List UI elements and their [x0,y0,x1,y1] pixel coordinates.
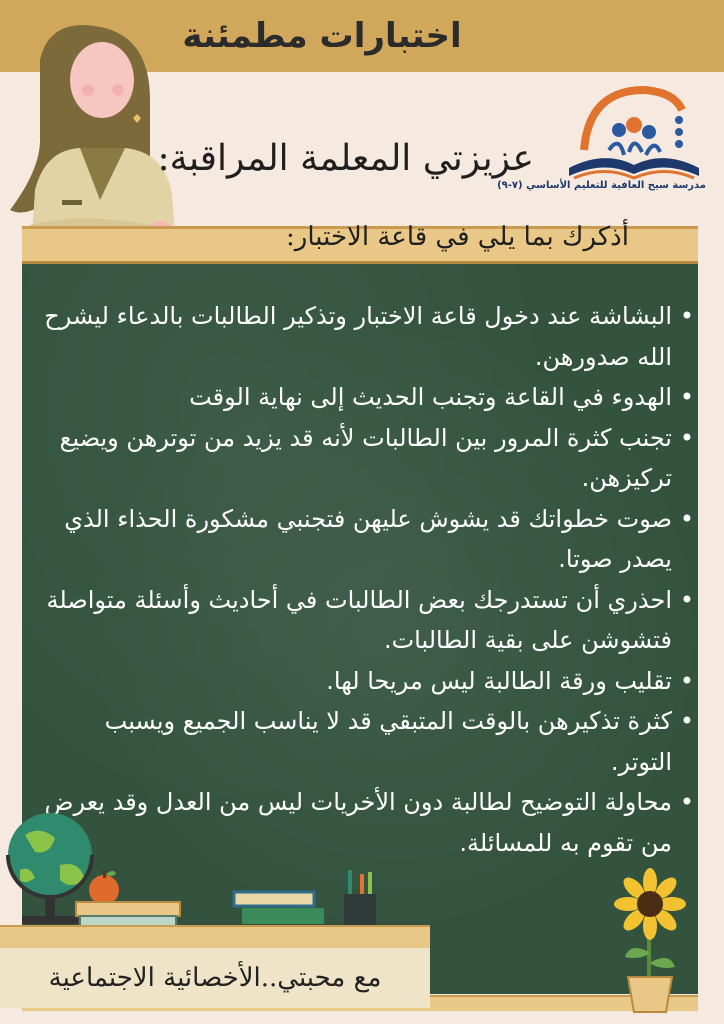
school-logo [564,80,704,195]
greeting: عزيزتي المعلمة المراقبة: [157,138,534,179]
list-item: • احذري أن تستدرجك بعض الطالبات في أحاديث وأسئلة متواصلة فتشوشن على بقية الطالبات. [40,580,694,661]
pencil-cup-icon [340,870,380,930]
bottom-shelf [0,925,430,949]
sunflower-icon [600,862,700,1022]
list-item: • الهدوء في القاعة وتجنب الحديث إلى نهاية الوقت [40,377,694,418]
books-icon [232,890,328,928]
page-title: اختبارات مطمئنة [182,16,462,56]
list-item: • كثرة تذكيرهن بالوقت المتبقي قد لا يناسب الجميع ويسبب التوتر. [40,701,694,782]
signature-banner [0,948,430,1008]
list-item: • تقليب ورقة الطالبة ليس مريحا لها. [40,661,694,702]
list-item: • صوت خطواتك قد يشوش عليهن فتجنبي مشكورة الحذاء الذي يصدر صوتا. [40,499,694,580]
list-item: • محاولة التوضيح لطالبة دون الأخريات ليس من العدل وقد يعرض من تقوم به للمسائلة. [40,782,694,863]
signature: مع محبتي..الأخصائية الاجتماعية [48,963,382,993]
list-item: • البشاشة عند دخول قاعة الاختبار وتذكير الطالبات بالدعاء ليشرح الله صدورهن. [40,296,694,377]
school-name: مدرسة سيح العافية للتعليم الأساسي (٧-٩) [497,180,706,191]
list-item: • تجنب كثرة المرور بين الطالبات لأنه قد يزيد من توترهن ويضيع تركيزهن. [40,418,694,499]
instructions-list [40,296,694,863]
reminder-heading: أذكرك بما يلي في قاعة الاختبار: [286,222,629,252]
